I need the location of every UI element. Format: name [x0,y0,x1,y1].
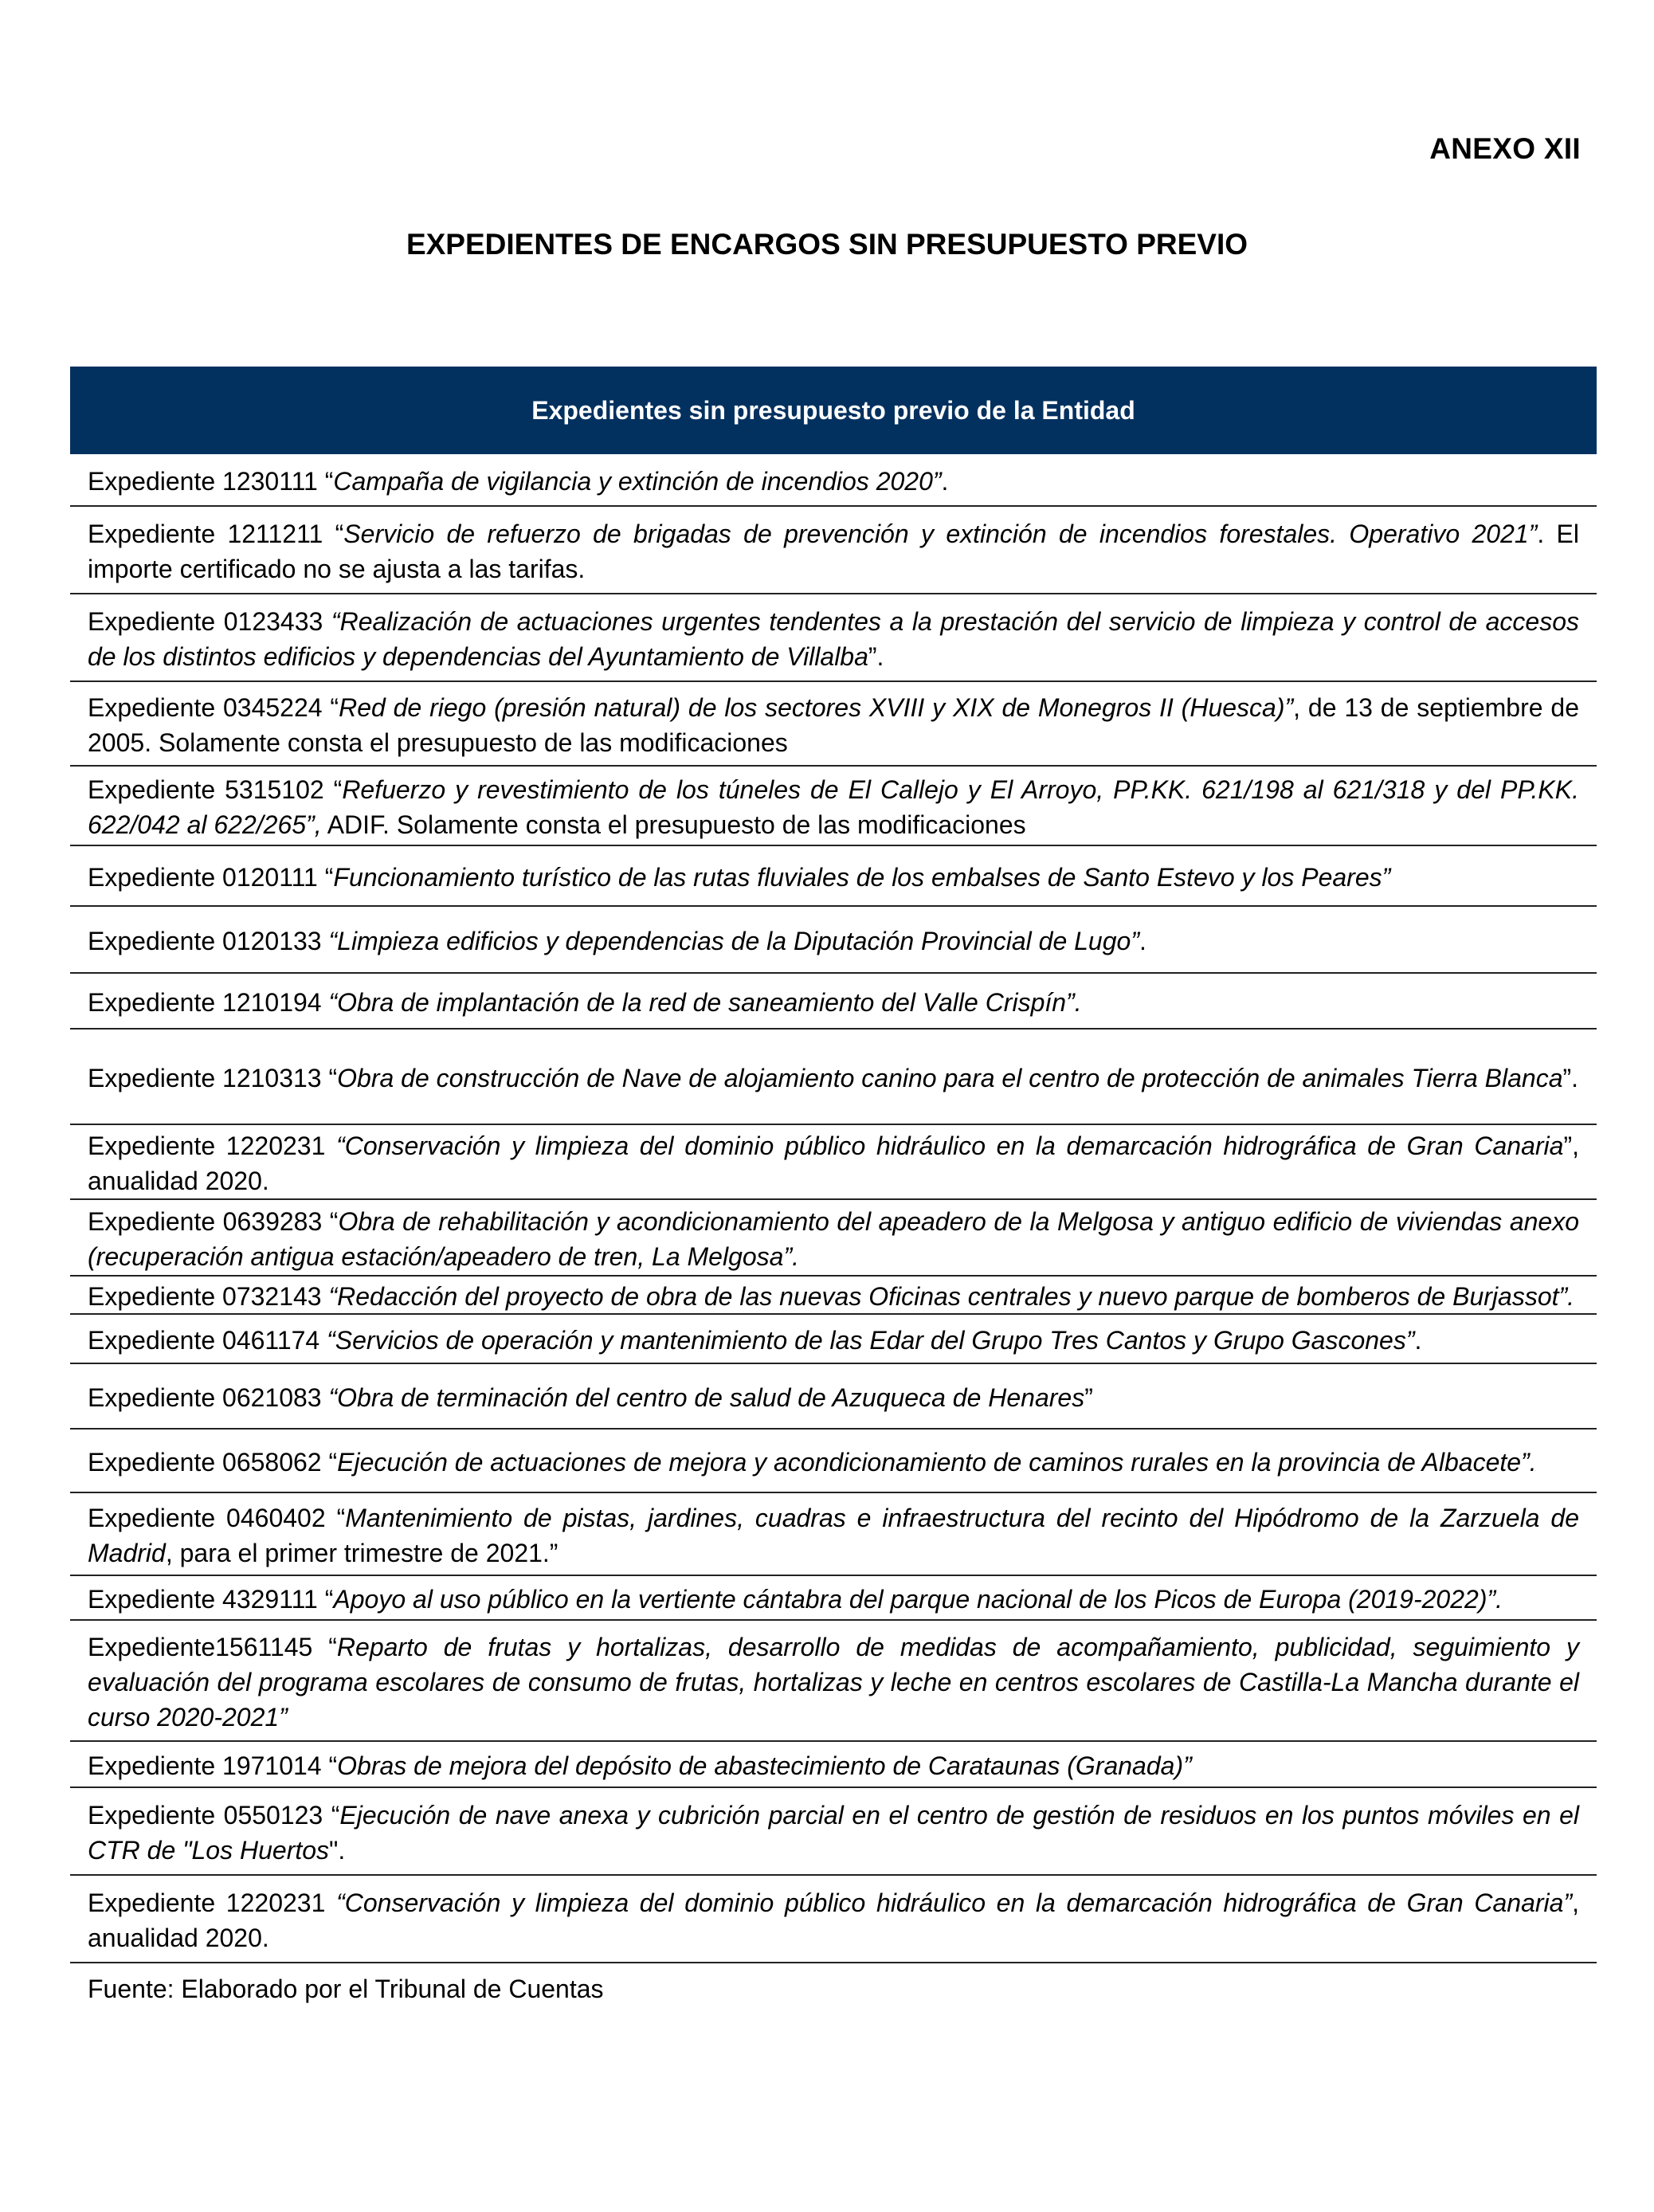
row-text: Expediente 0639283 “ [88,1206,339,1236]
row-note: ”. [868,641,884,671]
row-note: , anualidad 2020. [88,1888,1580,1952]
row-note: ". [329,1835,346,1865]
table-row [70,1788,1597,1876]
row-title: Reparto de frutas y hortalizas, desarrollo de medidas de acompañamiento, publicidad, seguimiento y evaluación del programa escolares de consumo de frutas, hortalizas y leche en centros escolares de Castilla-La Mancha durante el curso 2020-2021” [88,1632,1580,1732]
row-note: , para el primer trimestre de 2021.” [165,1538,559,1567]
row-title: Campaña de vigilancia y extinción de incendios 2020” [333,466,942,496]
row-note: , de 13 de septiembre de 2005. Solamente consta el presupuesto de las modificaciones [88,692,1580,757]
row-title: Servicio de refuerzo de brigadas de prevención y extinción de incendios forestales. Operativo 2021” [343,519,1538,548]
table-row [70,507,1597,594]
row-title: Ejecución de nave anexa y cubrición parcial en el centro de gestión de residuos en los puntos móviles en el CTR de "Los Huertos [88,1800,1580,1865]
table-header [70,367,1597,454]
row-note: ” [1084,1382,1093,1412]
table-row [70,1125,1597,1200]
row-text: Expediente 0345224 “ [88,692,339,722]
row-text: Expediente 1211211 “ [88,519,344,548]
row-note: . [1139,926,1146,955]
row-title: Red de riego (presión natural) de los sectores XVIII y XIX de Monegros II (Huesca)” [339,692,1294,722]
table-row [70,594,1597,682]
row-note: ADIF. Solamente consta el presupuesto de las modificaciones [321,810,1026,839]
row-text: Expediente 0621083 [88,1382,329,1412]
row-text: Expediente 1220231 [88,1131,337,1160]
table-row [70,1315,1597,1364]
row-note: . [941,466,949,496]
table-row [70,846,1597,907]
table-row [70,1030,1597,1125]
row-title: “Conservación y limpieza del dominio público hidráulico en la demarcación hidrográfica de Gran Canaria [336,1131,1564,1160]
row-note: ”. [1562,1063,1579,1092]
row-title: “Redacción del proyecto de obra de las nuevas Oficinas centrales y nuevo parque de bomberos de Burjassot”. [328,1281,1575,1311]
row-title: Ejecución de actuaciones de mejora y acondicionamiento de caminos rurales en la provincia de Albacete”. [337,1447,1537,1477]
row-text: Expediente 1220231 [88,1888,337,1917]
row-text: Expediente 0120133 [88,926,329,955]
row-title: Obras de mejora del depósito de abastecimiento de Carataunas (Granada)” [337,1751,1192,1780]
row-title: Refuerzo y revestimiento de los túneles de El Callejo y El Arroyo, PP.KK. 621/198 al 621/318 y del PP.KK. 622/042 al 622/265”, [88,775,1580,839]
table-row [70,1742,1597,1788]
table-row [70,907,1597,974]
row-text: Expediente 0550123 “ [88,1800,340,1830]
annex-label: ANEXO XII [1429,132,1581,165]
source-note: Fuente: Elaborado por el Tribunal de Cuentas [88,1975,604,2003]
row-title: Obra de construcción de Nave de alojamiento canino para el centro de protección de animales Tierra Blanca [337,1063,1563,1092]
row-text: Expediente 1230111 “ [88,466,334,496]
row-note: . El importe certificado no se ajusta a las tarifas. [88,519,1580,583]
row-text: Expediente 0123433 [88,606,331,636]
table-heading: Expedientes sin presupuesto previo de la Entidad [531,395,1135,425]
row-note: ”, anualidad 2020. [88,1131,1580,1195]
row-note: . [1414,1325,1422,1355]
row-title: “Obra de terminación del centro de salud de Azuqueca de Henares [328,1382,1085,1412]
row-title: Mantenimiento de pistas, jardines, cuadras e infraestructura del recinto del Hipódromo de la Zarzuela de Madrid [88,1503,1580,1567]
row-title: Funcionamiento turístico de las rutas fluviales de los embalses de Santo Estevo y los Peares” [333,862,1391,892]
row-text: Expediente 1210313 “ [88,1063,338,1092]
row-text: Expediente 0658062 “ [88,1447,338,1477]
row-title: “Realización de actuaciones urgentes tendentes a la prestación del servicio de limpieza y control de accesos de los distintos edificios y dependencias del Ayuntamiento de Villalba [88,606,1580,671]
expedientes-table [70,367,1597,2005]
table-row [70,1277,1597,1315]
table-row [70,1364,1597,1430]
row-title: Obra de rehabilitación y acondicionamiento del apeadero de la Melgosa y antiguo edificio de viviendas anexo (recuperación antigua estación/apeadero de tren, La Melgosa”. [88,1206,1580,1271]
table-row [70,1876,1597,1963]
row-text: Expediente 0732143 [88,1281,329,1311]
table-row [70,974,1597,1030]
row-text: Expediente 4329111 “ [88,1584,334,1614]
row-text: Expediente 0120111 “ [88,862,334,892]
table-row [70,767,1597,846]
table-row [70,1621,1597,1742]
row-title: Apoyo al uso público en la vertiente cántabra del parque nacional de los Picos de Europa (2019-2022)”. [333,1584,1503,1614]
table-row [70,682,1597,767]
row-text: Expediente 0460402 “ [88,1503,346,1532]
row-text: Expediente1561145 “ [88,1632,337,1661]
row-title: “Conservación y limpieza del dominio público hidráulico en la demarcación hidrográfica de Gran Canaria” [336,1888,1573,1917]
row-text: Expediente 1210194 [88,987,329,1017]
table-row [70,454,1597,507]
table-row [70,1576,1597,1621]
row-title: “Obra de implantación de la red de saneamiento del Valle Crispín”. [328,987,1082,1017]
row-text: Expediente 1971014 “ [88,1751,338,1780]
row-title: “Limpieza edificios y dependencias de la Diputación Provincial de Lugo” [328,926,1139,955]
table-row [70,1493,1597,1576]
table-row [70,1200,1597,1277]
row-title: “Servicios de operación y mantenimiento de las Edar del Grupo Tres Cantos y Grupo Gascones” [327,1325,1415,1355]
row-text: Expediente 5315102 “ [88,775,343,804]
row-text: Expediente 0461174 [88,1325,327,1355]
page-title: EXPEDIENTES DE ENCARGOS SIN PRESUPUESTO PREVIO [406,228,1248,261]
table-row [70,1430,1597,1493]
